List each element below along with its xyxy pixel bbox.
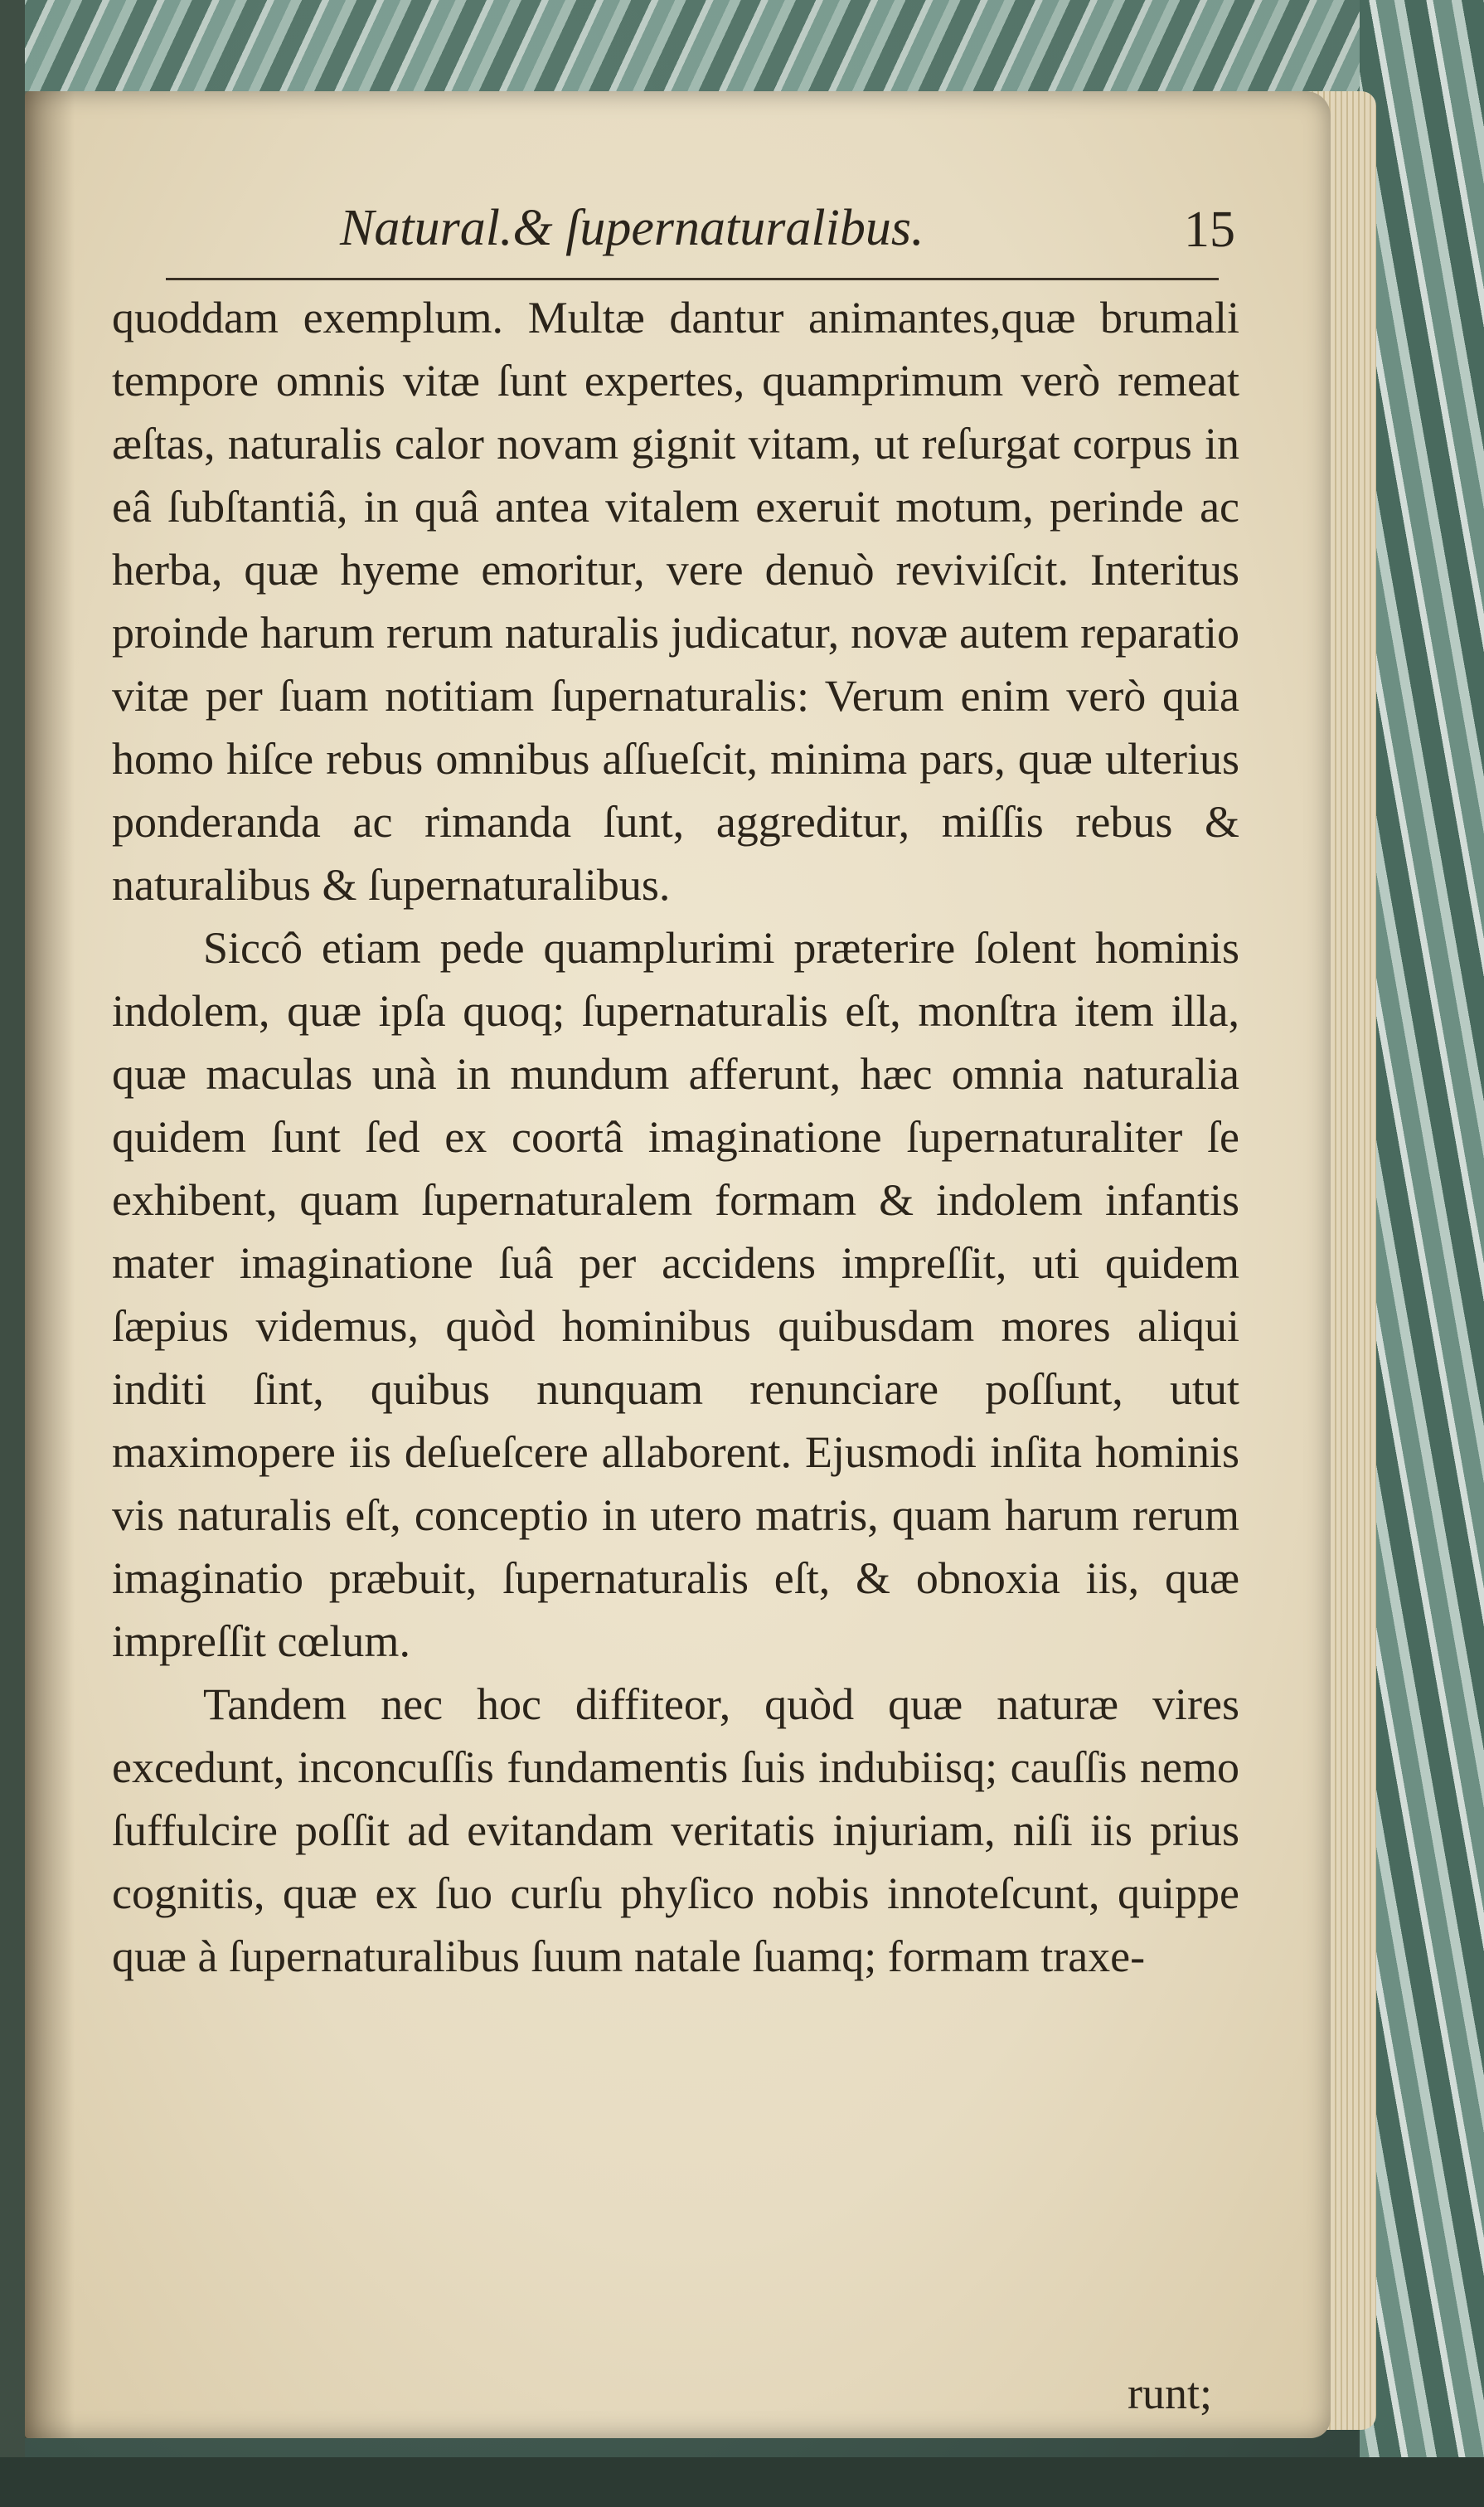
- gutter-shadow: [25, 91, 75, 2438]
- paragraph-3: Tandem nec hoc diffiteor, quòd quæ naturæ vires excedunt, inconcuſſis fundamentis ſuis indubiisq; cauſſis nemo ſuffulcire poſſit ad evitandam veritatis injuriam, niſi iis prius cognitis, quæ ex ſuo curſu phyſico nobis innoteſcunt, quippe quæ à ſupernaturalibus ſuum natale ſuamq; formam traxe-: [112, 1679, 1239, 1981]
- header-rule: [166, 278, 1219, 280]
- book-page: [25, 91, 1331, 2438]
- paragraph-1: quoddam exemplum. Multæ dantur animantes,quæ brumali tempore omnis vitæ ſunt expertes, quamprimum verò remeat æſtas, naturalis calor novam gignit vitam, ut reſurgat corpus in eâ ſubſtantiâ, in quâ antea vitalem exeruit motum, perinde ac herba, quæ hyeme emoritur, vere denuò reviviſcit. Interitus proinde harum rerum naturalis judicatur, novæ autem reparatio vitæ per ſuam notitiam ſupernaturalis: Verum enim verò quia homo hiſce rebus omnibus aſſueſcit, minima pars, quæ ulterius ponderanda ac rimanda ſunt, aggreditur, miſſis rebus & naturalibus & ſupernaturalibus.: [112, 293, 1239, 910]
- page-number: 15: [1184, 202, 1235, 258]
- body-text: [112, 286, 1239, 1988]
- paragraph-2: Siccô etiam pede quamplurimi præterire ſolent hominis indolem, quæ ipſa quoq; ſupernaturalis eſt, monſtra item illa, quæ maculas unà in mundum afferunt, hæc omnia naturalia quidem ſunt ſed ex coortâ imaginatione ſupernaturaliter ſe exhibent, quam ſupernaturalem formam & indolem infantis mater imaginatione ſuâ per accidens impreſſit, uti quidem ſæpius videmus, quòd hominibus quibusdam mores aliqui inditi ſint, quibus nunquam renunciare poſſunt, utut maximopere iis deſueſcere allaborent. Ejusmodi inſita hominis vis naturalis eſt, conceptio in utero matris, quam harum rerum imaginatio præbuit, ſupernaturalis eſt, & obnoxia iis, quæ impreſſit cœlum.: [112, 923, 1239, 1666]
- running-title: Natural.& ſupernaturalibus.: [340, 200, 924, 256]
- cover-bottom-edge: [0, 2457, 1484, 2507]
- catchword: runt;: [1128, 2369, 1212, 2418]
- page-header: [166, 199, 1235, 274]
- marbled-cover-right: [1360, 0, 1484, 2507]
- binding-spine-edge: [0, 0, 25, 2507]
